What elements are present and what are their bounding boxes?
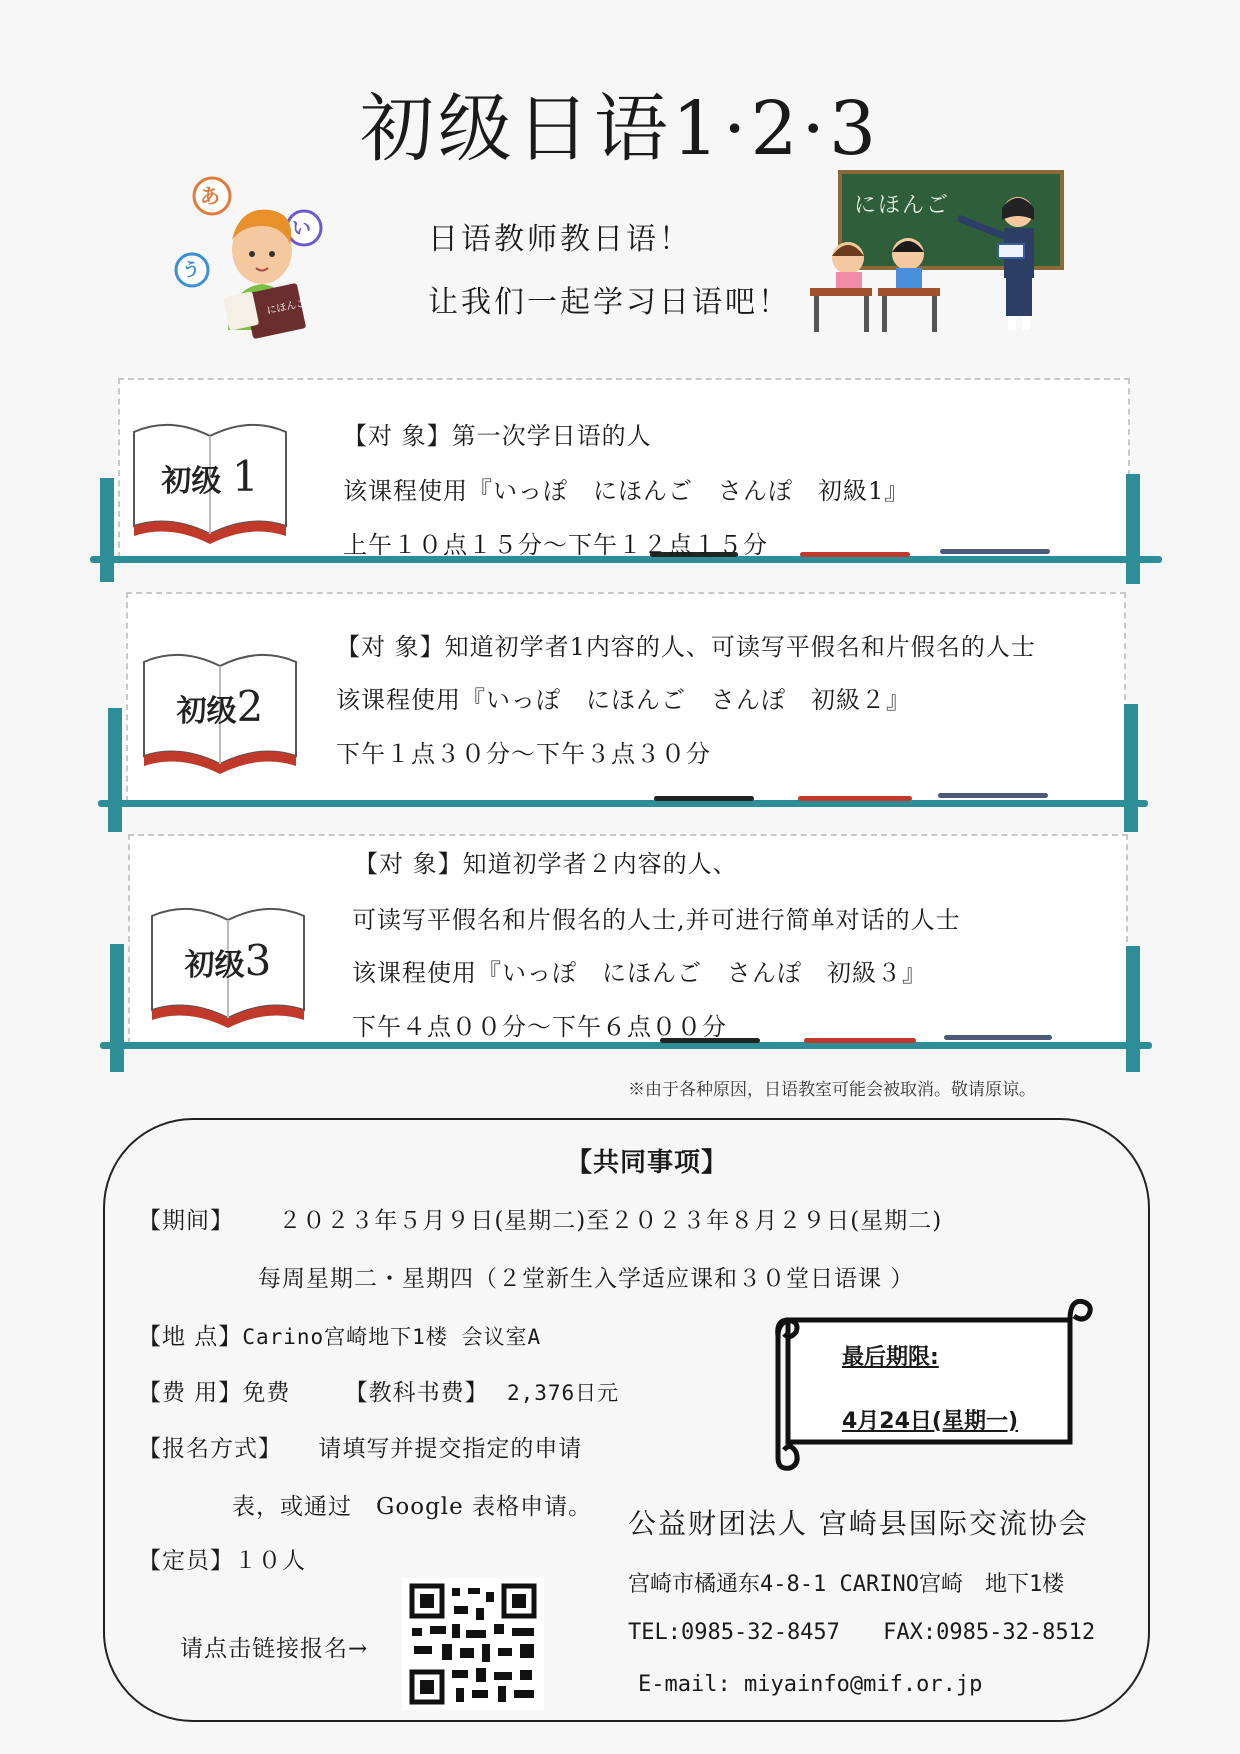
capacity-value: １０人 — [234, 1548, 306, 1574]
fee-value: 免费 — [242, 1380, 291, 1406]
period-row — [138, 1202, 942, 1235]
textbook-fee-label: 【教科书费】 — [344, 1380, 489, 1406]
organization-name: 公益财团法人 宫崎县国际交流协会 — [628, 1507, 1089, 1540]
organization-tel: TEL:0985-32-8457 — [628, 1620, 840, 1645]
place-value: Carino宫崎地下1楼 会议室A — [242, 1325, 542, 1349]
shelf-post — [110, 944, 124, 1072]
course-2-target: 【对 象】知道初学者1内容的人、可读写平假名和片假名的人士 — [336, 633, 1036, 661]
shelf-decoration — [654, 796, 754, 801]
course-1-time: 上午１０点１５分～下午１２点１５分 — [343, 531, 768, 559]
capacity-label: 【定员】 — [138, 1548, 234, 1574]
organization-email[interactable]: E-mail: miyainfo@mif.or.jp — [638, 1672, 983, 1697]
course-3-time: 下午４点００分～下午６点００分 — [352, 1013, 727, 1041]
course-3-target-cont: 可读写平假名和片假名的人士,并可进行简单对话的人士 — [352, 906, 961, 934]
period-value: ２０２３年５月９日(星期二)至２０２３年８月２９日(星期二) — [278, 1208, 943, 1234]
shelf — [100, 1042, 1152, 1049]
fee-row — [138, 1374, 619, 1407]
apply-value-2: 表，或通过 Google 表格申请。 — [232, 1494, 593, 1520]
course-badge-3 — [148, 898, 308, 1032]
period-detail: 每周星期二・星期四（２堂新生入学适应课和３０堂日语课 ） — [258, 1266, 915, 1292]
kana-u: う — [182, 260, 200, 281]
organization-address: 宫崎市橘通东4-8-1 CARINO宫崎 地下1楼 — [628, 1572, 1065, 1597]
deadline-label: 最后期限: — [842, 1345, 939, 1370]
shelf-post — [1126, 946, 1140, 1072]
shelf-decoration — [940, 549, 1050, 554]
shelf-decoration — [804, 1038, 916, 1043]
course-3-textbook: 该课程使用『いっぽ にほんご さんぽ 初級３』 — [352, 959, 927, 987]
place-label: 【地 点】 — [138, 1324, 243, 1350]
course-badge-number: 3 — [244, 936, 272, 985]
course-2-time: 下午１点３０分～下午３点３０分 — [336, 740, 711, 768]
course-badge-prefix: 初级 — [184, 948, 245, 983]
registration-link[interactable]: 请点击链接报名→ — [180, 1636, 369, 1662]
common-heading: 【共同事项】 — [566, 1148, 729, 1178]
shelf-decoration — [800, 552, 910, 557]
course-badge-label — [130, 452, 290, 501]
course-badge-prefix: 初级 — [176, 694, 237, 729]
shelf-post — [1124, 704, 1138, 832]
cancel-note: ※由于各种原因，日语教室可能会被取消。敬请原谅。 — [628, 1080, 1036, 1100]
course-badge-number: 2 — [236, 682, 264, 731]
apply-value-1: 请填写并提交指定的申请 — [318, 1436, 583, 1462]
organization-fax: FAX:0985-32-8512 — [883, 1620, 1096, 1645]
course-3-target: 【对 象】知道初学者２内容的人、 — [354, 850, 738, 878]
shelf-decoration — [798, 796, 912, 801]
place-row — [138, 1318, 541, 1351]
course-1-target: 【对 象】第一次学日语的人 — [343, 422, 652, 450]
registration-qr-code[interactable] — [402, 1578, 544, 1710]
page-title: 初级日语1·2·3 — [359, 86, 881, 172]
textbook-fee-value: 2,376日元 — [506, 1381, 620, 1405]
classroom-illustration — [808, 170, 1068, 335]
intro-line-1: 日语教师教日语！ — [428, 222, 692, 257]
shelf — [98, 800, 1148, 807]
shelf-decoration — [944, 1035, 1052, 1040]
course-2-textbook: 该课程使用『いっぽ にほんご さんぽ 初級２』 — [336, 686, 911, 714]
student-illustration — [170, 170, 340, 340]
shelf-decoration — [938, 793, 1048, 798]
deadline-scroll — [770, 1292, 1096, 1472]
kana-i: い — [292, 217, 312, 239]
shelf-post — [100, 478, 114, 582]
course-badge-2 — [140, 644, 300, 778]
course-1-textbook: 该课程使用『いっぽ にほんご さんぽ 初級1』 — [343, 477, 910, 505]
course-badge-prefix: 初级 — [161, 464, 222, 499]
shelf-post — [1126, 474, 1140, 584]
period-label: 【期间】 — [138, 1208, 234, 1234]
apply-row — [138, 1430, 582, 1463]
intro-line-2: 让我们一起学习日语吧！ — [428, 285, 791, 320]
apply-label: 【报名方式】 — [138, 1436, 282, 1462]
student-book-text: にほんご — [265, 297, 308, 317]
course-badge-label — [140, 682, 300, 731]
course-badge-label — [148, 936, 308, 985]
blackboard-text: にほんご — [854, 193, 951, 218]
shelf-post — [108, 708, 122, 832]
capacity-row — [138, 1542, 306, 1575]
course-badge-number: 1 — [231, 452, 259, 501]
fee-label: 【费 用】 — [138, 1380, 243, 1406]
organization-contact — [628, 1620, 1095, 1645]
deadline-date: 4月24日(星期一) — [842, 1409, 1019, 1434]
kana-a: あ — [200, 184, 220, 208]
course-badge-1 — [130, 414, 290, 548]
